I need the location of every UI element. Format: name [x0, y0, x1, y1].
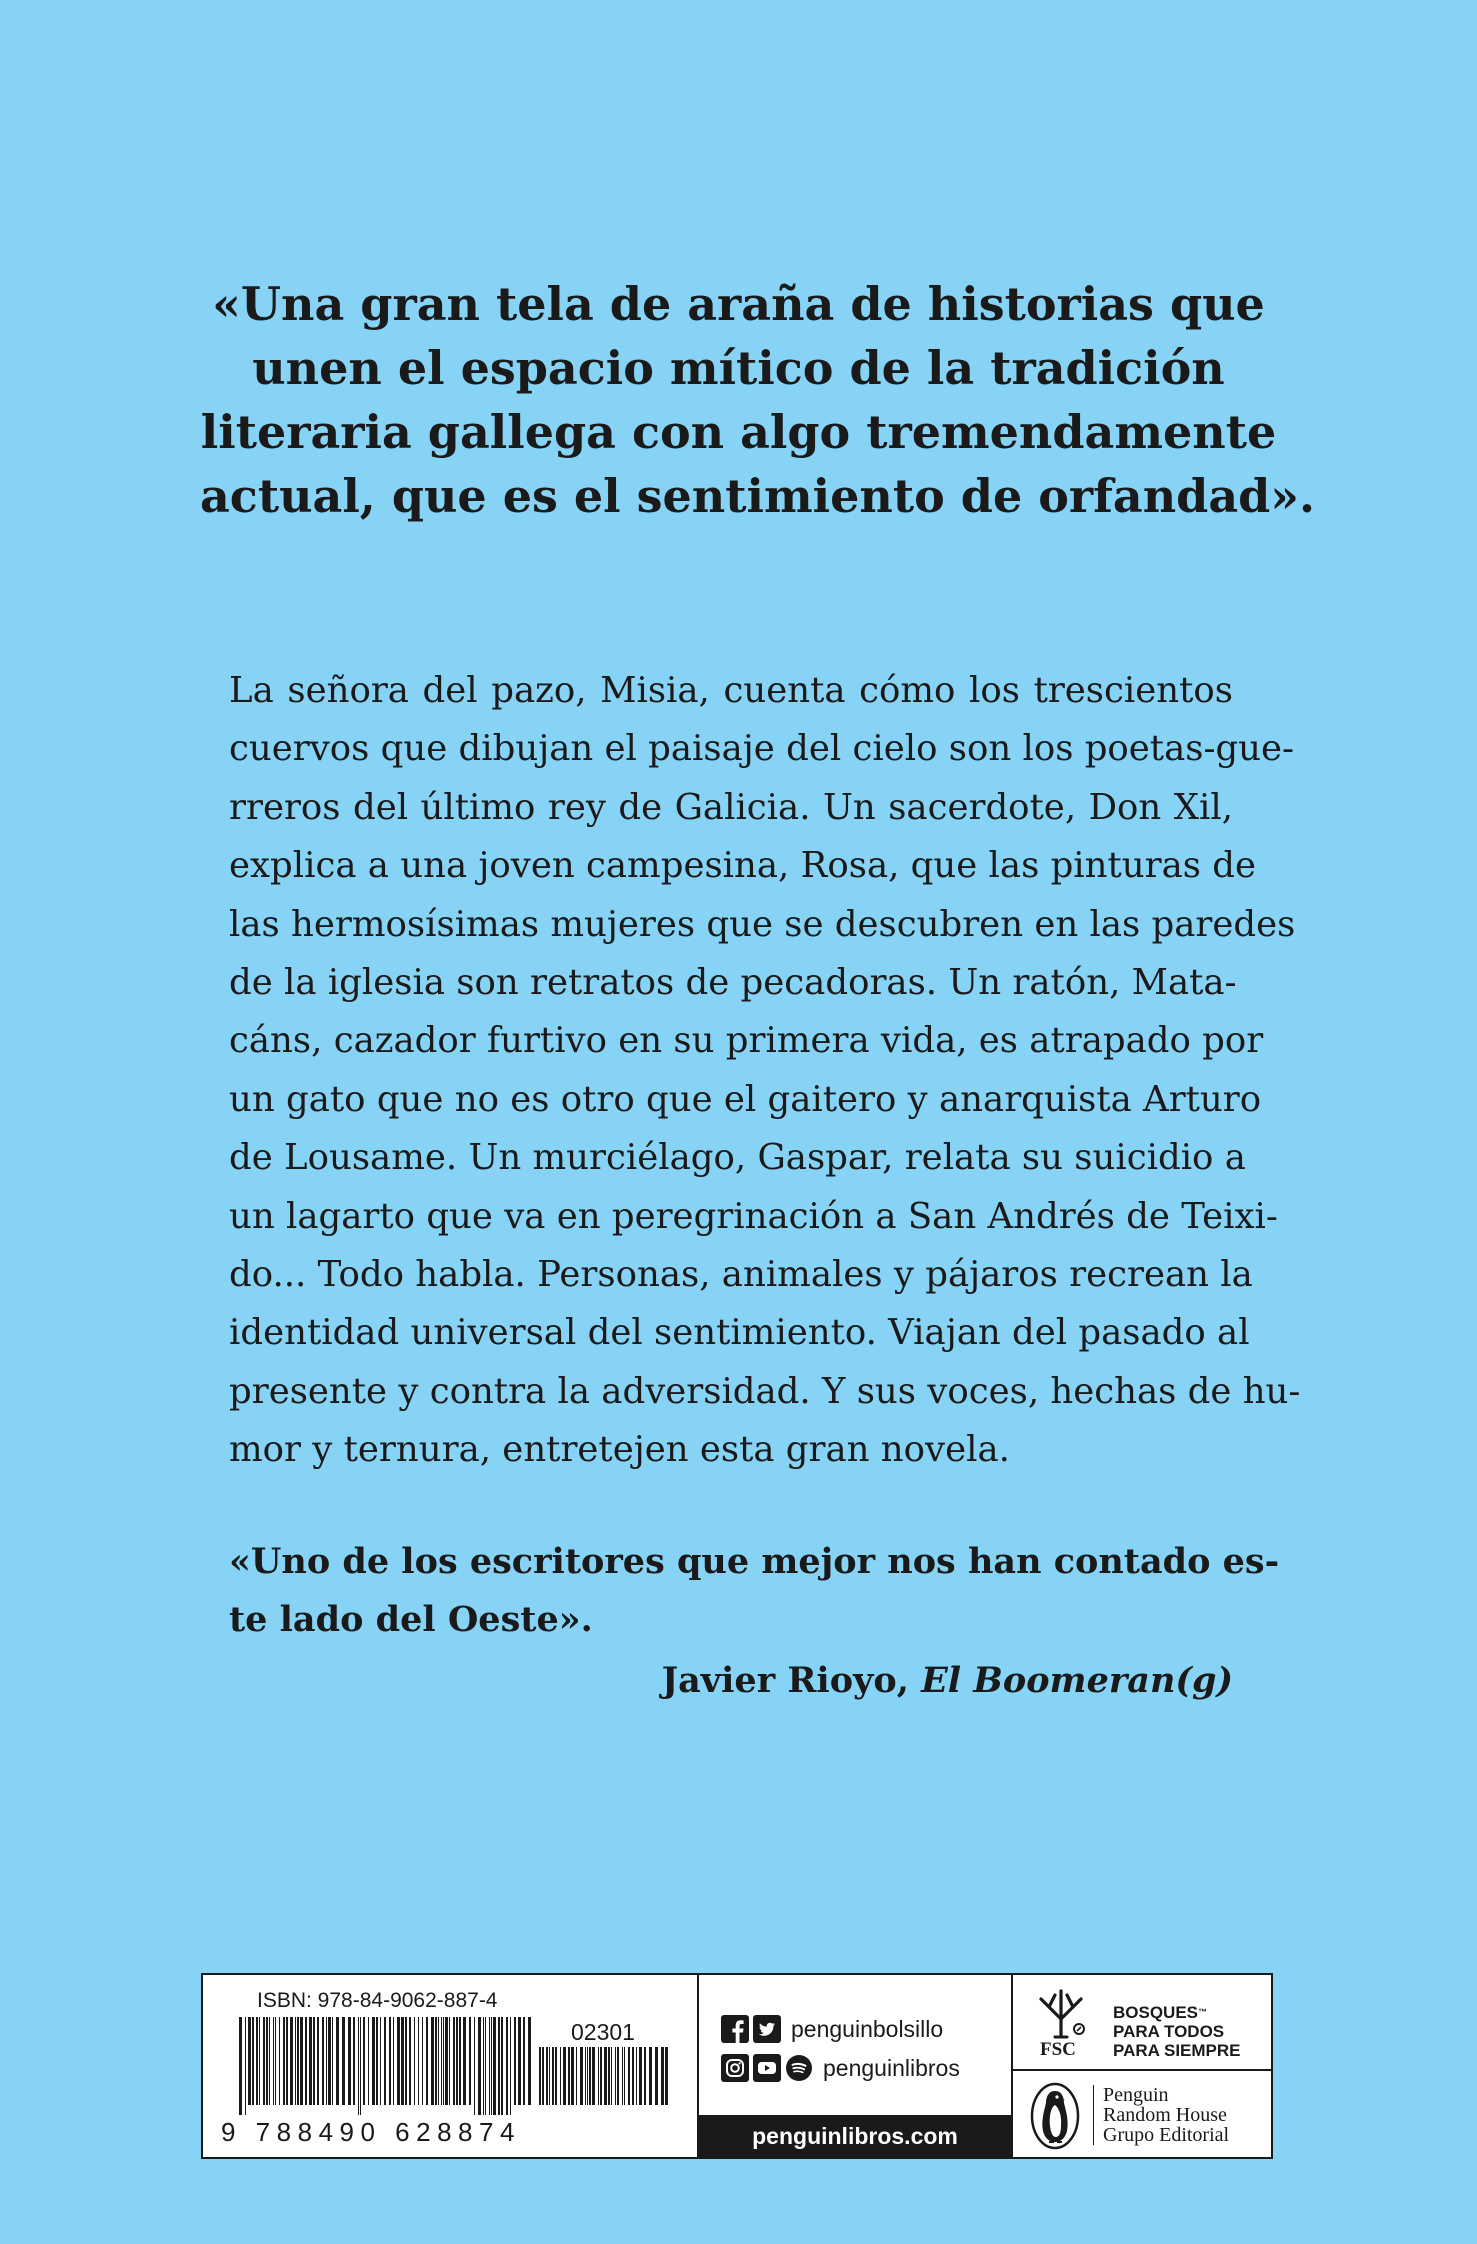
- barcode-bar: [441, 2017, 442, 2105]
- barcode-bar: [632, 2047, 634, 2105]
- addon-number: 02301: [571, 2019, 635, 2045]
- social-row: [721, 2015, 943, 2043]
- penguin-logo-icon: [1029, 2081, 1081, 2151]
- barcode-bar: [644, 2047, 646, 2105]
- top-quote-line: «Una gran tela de araña de historias que: [212, 277, 1265, 331]
- fsc-line: BOSQUES: [1113, 2003, 1199, 2022]
- barcode-bar: [598, 2047, 599, 2105]
- barcode-bar: [326, 2017, 327, 2105]
- barcode-bar: [539, 2047, 541, 2105]
- barcode-bar: [275, 2017, 276, 2105]
- barcode-bar: [611, 2047, 612, 2105]
- barcode-bar: [506, 2017, 508, 2115]
- barcode-bar: [252, 2017, 254, 2105]
- barcode-bar: [431, 2017, 434, 2105]
- barcode-bar: [273, 2017, 274, 2105]
- fsc-tree-icon: [1035, 1987, 1091, 2041]
- review-attribution: [229, 1652, 1233, 1710]
- barcode-bar: [576, 2047, 577, 2105]
- barcode-bar: [555, 2047, 557, 2105]
- barcode-bar: [518, 2017, 521, 2105]
- review-author: Javier Rioyo,: [661, 1660, 909, 1701]
- barcode-bar: [589, 2047, 591, 2105]
- barcode-bar: [397, 2017, 400, 2105]
- barcode-bar: [474, 2017, 475, 2115]
- barcode-bar: [363, 2017, 365, 2105]
- isbn-label: ISBN: 978-84-9062-887-4: [257, 1989, 498, 2012]
- barcode-bar: [317, 2017, 319, 2105]
- instagram-icon[interactable]: [721, 2054, 749, 2082]
- review-quote: [229, 1533, 1280, 1649]
- spotify-icon[interactable]: [785, 2054, 813, 2082]
- barcode-bar: [661, 2047, 664, 2105]
- fsc-line: PARA TODOS: [1113, 2022, 1225, 2041]
- barcode-bar: [372, 2017, 375, 2105]
- barcode-bar: [528, 2017, 531, 2105]
- barcode-bar: [368, 2017, 369, 2105]
- barcode-bar: [295, 2017, 296, 2105]
- barcode-bar: [269, 2017, 270, 2105]
- barcode-bar: [483, 2017, 484, 2115]
- website-link[interactable]: penguinlibros.com: [699, 2115, 1011, 2157]
- facebook-icon[interactable]: [721, 2015, 749, 2043]
- synopsis-line: presente y contra la adversidad. Y sus voces, hechas de hu-: [229, 1370, 1301, 1412]
- barcode-bar: [259, 2017, 260, 2105]
- logos-section: [1013, 1975, 1273, 2157]
- synopsis-line: La señora del pazo, Misia, cuenta cómo los trescientos: [229, 670, 1233, 711]
- barcode-bar: [498, 2017, 500, 2115]
- barcode-section: [203, 1975, 699, 2157]
- barcode-bar: [568, 2047, 570, 2105]
- barcode-bar: [608, 2047, 610, 2105]
- barcode-bar: [297, 2017, 299, 2105]
- barcode-bar: [523, 2017, 525, 2105]
- social-handle-libros[interactable]: penguinlibros: [823, 2054, 960, 2081]
- barcode-bar: [443, 2017, 444, 2105]
- barcode-bar: [438, 2017, 439, 2105]
- social-handle-bolsillo[interactable]: penguinbolsillo: [791, 2015, 944, 2042]
- review-line: te lado del Oeste».: [229, 1599, 593, 1640]
- barcode-bar: [501, 2017, 503, 2115]
- publisher-line: Penguin: [1103, 2084, 1169, 2106]
- youtube-icon[interactable]: [753, 2054, 781, 2082]
- social-row: [721, 2054, 960, 2082]
- barcode-bar: [617, 2047, 619, 2105]
- synopsis-line: un gato que no es otro que el gaitero y anarquista Arturo: [229, 1078, 1262, 1120]
- synopsis-line: un lagarto que va en peregrinación a San Andrés de Teixi-: [229, 1195, 1278, 1237]
- barcode-bar: [459, 2017, 461, 2105]
- barcode-bar: [622, 2047, 623, 2105]
- barcode-bar: [380, 2017, 381, 2105]
- review-line: «Uno de los escritores que mejor nos han contado es-: [229, 1541, 1280, 1582]
- top-quote: [200, 272, 1316, 528]
- barcode-bar: [493, 2017, 496, 2115]
- addon-barcode: [539, 2047, 671, 2115]
- barcode-bar: [328, 2017, 331, 2105]
- barcode-bar: [592, 2047, 595, 2105]
- barcode-bar: [456, 2017, 458, 2105]
- barcode-bar: [358, 2017, 359, 2115]
- fsc-label: FSC: [1040, 2039, 1076, 2060]
- barcode-bar: [639, 2047, 642, 2105]
- barcode-bar: [485, 2017, 486, 2115]
- barcode-bar: [418, 2017, 419, 2105]
- synopsis-line: explica a una joven campesina, Rosa, que las pinturas de: [229, 845, 1257, 887]
- barcode-bar: [453, 2017, 455, 2105]
- barcode-bar: [580, 2047, 583, 2105]
- synopsis-line: do... Todo habla. Personas, animales y pájaros recrean la: [229, 1254, 1253, 1296]
- synopsis-line: de Lousame. Un murciélago, Gaspar, relata su suicidio a: [229, 1137, 1246, 1179]
- barcode-bar: [445, 2017, 448, 2105]
- barcode-bar: [336, 2017, 339, 2105]
- synopsis-line: de la iglesia son retratos de pecadoras. Un ratón, Mata-: [229, 962, 1237, 1004]
- barcode-bar: [510, 2017, 511, 2115]
- barcode-bar: [469, 2017, 471, 2105]
- barcode-bar: [313, 2017, 315, 2105]
- barcode-bar: [549, 2047, 550, 2105]
- barcode-bar: [542, 2047, 544, 2105]
- synopsis-line: mor y ternura, entretejen esta gran novela.: [229, 1429, 1010, 1471]
- barcode-bar: [348, 2017, 351, 2105]
- barcode-bar: [552, 2047, 554, 2105]
- barcode-bar: [300, 2017, 303, 2105]
- barcode-bar: [624, 2047, 625, 2105]
- fsc-slogan: [1113, 2003, 1241, 2060]
- barcode-bar: [384, 2017, 386, 2105]
- synopsis-line: identidad universal del sentimiento. Viajan del pasado al: [229, 1312, 1250, 1354]
- barcode-bar: [409, 2017, 411, 2105]
- synopsis-line: rreros del último rey de Galicia. Un sacerdote, Don Xil,: [229, 786, 1233, 828]
- barcode-bar: [563, 2047, 566, 2105]
- barcode-bar: [571, 2047, 574, 2105]
- synopsis-line: cáns, cazador furtivo en su primera vida, es atrapado por: [229, 1020, 1264, 1062]
- barcode-bar: [665, 2047, 668, 2105]
- fsc-block: [1013, 1975, 1273, 2071]
- barcode-bar: [478, 2017, 481, 2115]
- barcode-bar: [463, 2017, 466, 2105]
- isbn-digits: 9 788490 628874: [221, 2117, 521, 2147]
- synopsis-line: cuervos que dibujan el paisaje del cielo son los poetas-gue-: [229, 728, 1295, 770]
- barcode-bar: [435, 2017, 437, 2105]
- barcode-bar: [342, 2017, 345, 2105]
- barcode-bar: [604, 2047, 607, 2105]
- barcode-bar: [245, 2017, 246, 2115]
- barcode-bar: [322, 2017, 324, 2105]
- fsc-line: PARA SIEMPRE: [1113, 2041, 1241, 2060]
- social-section: [699, 1975, 1013, 2157]
- barcode-bar: [422, 2017, 423, 2105]
- synopsis-line: las hermosísimas mujeres que se descubren en las paredes: [229, 903, 1296, 945]
- barcode-bar: [263, 2017, 265, 2105]
- barcode-bar: [600, 2047, 602, 2105]
- barcode-bar: [655, 2047, 658, 2105]
- barcode-bar: [389, 2017, 391, 2105]
- twitter-icon[interactable]: [753, 2015, 781, 2043]
- barcode-bar: [283, 2017, 285, 2105]
- barcode-box: [201, 1973, 1273, 2159]
- barcode-bar: [636, 2047, 637, 2105]
- barcode-bar: [290, 2017, 293, 2105]
- barcode-bar: [376, 2017, 378, 2105]
- barcode-bar: [393, 2017, 394, 2105]
- barcode-bar: [248, 2017, 251, 2105]
- barcode-bar: [279, 2017, 280, 2105]
- barcode-bar: [449, 2017, 450, 2105]
- barcode-bar: [360, 2017, 361, 2115]
- barcode-bar: [286, 2017, 288, 2105]
- barcode-bar: [309, 2017, 312, 2105]
- barcode-bar: [615, 2047, 616, 2105]
- barcode-bar: [332, 2017, 333, 2105]
- barcode-bar: [560, 2047, 561, 2105]
- barcode-bar: [489, 2017, 490, 2115]
- barcode-bar: [239, 2017, 242, 2115]
- barcode-bar: [305, 2017, 307, 2105]
- publisher-line: Random House: [1103, 2104, 1227, 2126]
- publisher-divider: [1093, 2085, 1094, 2145]
- barcode-bar: [405, 2017, 407, 2105]
- barcode-bar: [414, 2017, 415, 2105]
- top-quote-line: literaria gallega con algo tremendamente: [200, 405, 1277, 459]
- barcode-bar: [587, 2047, 588, 2105]
- barcode-bar: [491, 2017, 492, 2115]
- barcode-bar: [628, 2047, 630, 2105]
- top-quote-line: actual, que es el sentimiento de orfandad».: [200, 469, 1316, 523]
- top-quote-line: unen el espacio mítico de la tradición: [252, 341, 1225, 395]
- barcode-bar: [401, 2017, 404, 2105]
- barcode-bar: [256, 2017, 258, 2105]
- barcode-bar: [426, 2017, 428, 2105]
- publisher-name: [1103, 2085, 1229, 2145]
- barcode-bar: [585, 2047, 586, 2105]
- publisher-block: [1013, 2071, 1273, 2161]
- barcode-bar: [266, 2017, 268, 2105]
- review-publication: El Boomeran(g): [921, 1660, 1233, 1701]
- trademark-mark: ™: [1198, 2007, 1208, 2017]
- barcode-bar: [649, 2047, 652, 2105]
- barcode-bar: [546, 2047, 548, 2105]
- barcode-bar: [514, 2017, 516, 2105]
- barcode-bar: [353, 2017, 355, 2105]
- publisher-line: Grupo Editorial: [1103, 2124, 1230, 2146]
- synopsis: [229, 662, 1301, 1480]
- isbn-barcode: [239, 2017, 535, 2115]
